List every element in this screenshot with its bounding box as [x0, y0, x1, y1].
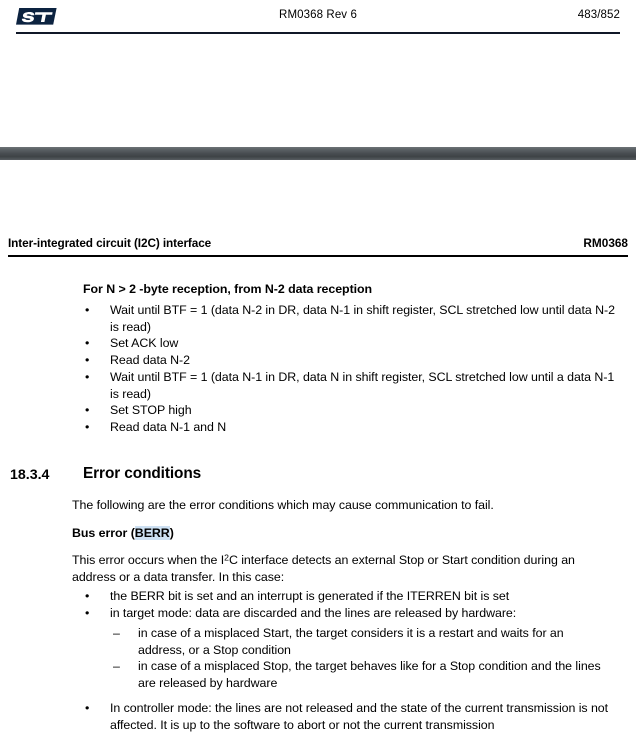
bus-error-label-post: ) — [169, 526, 174, 540]
bullet-glyph-icon: • — [85, 353, 90, 367]
section-title: Inter-integrated circuit (I2C) interface — [8, 236, 212, 250]
bullet-glyph-icon: • — [85, 701, 90, 715]
header-document-title: RM0368 Rev 6 — [279, 9, 357, 21]
dash-glyph-icon: – — [113, 659, 120, 673]
bullet-item — [85, 335, 615, 352]
bullet-text: Wait until BTF = 1 (data N-2 in DR, data N-1 in shift register, SCL stretched low until data N-2 is read) — [110, 303, 615, 334]
sub-bullet-text: in case of a misplaced Stop, the target behaves like for a Stop condition and the lines are released by hardware — [138, 659, 601, 690]
grey-separator-band — [0, 147, 636, 160]
sub-bullet-item — [113, 658, 616, 691]
header-page-number: 483/852 — [577, 9, 620, 21]
bus-error-paragraph — [72, 552, 620, 585]
berr-highlight-selection[interactable]: BERR — [134, 526, 170, 540]
subheading-n-byte-reception: For N > 2 -byte reception, from N-2 data reception — [83, 282, 373, 296]
bullet-text: the BERR bit is set and an interrupt is generated if the ITERREN bit is set — [110, 589, 510, 603]
bullet-text: Set ACK low — [110, 336, 179, 350]
header-rule — [16, 32, 620, 34]
bullet-item — [85, 402, 615, 419]
bullet-glyph-icon: • — [85, 336, 90, 350]
bullet-text: In controller mode: the lines are not released and the state of the current transmission is not affected. It is up to the software to abort or not the current transmission — [110, 701, 609, 732]
bus-error-para-pre: This error occurs when the I — [72, 553, 225, 567]
sub-bullet-item — [113, 625, 613, 658]
bullet-item — [85, 302, 615, 335]
heading-title-error-conditions: Error conditions — [83, 465, 202, 482]
bullet-item — [85, 369, 617, 402]
bullet-item — [85, 352, 615, 369]
bullet-text: Read data N-1 and N — [110, 420, 227, 434]
bus-error-label-pre: Bus error ( — [72, 526, 135, 540]
bus-error-para-post: C interface detects an external Stop or Start condition during an address or a data transfer. In this case: — [72, 553, 575, 584]
bullet-item — [85, 605, 615, 622]
bullet-item — [85, 700, 617, 733]
intro-paragraph: The following are the error conditions which may cause communication to fail. — [72, 498, 494, 512]
section-rule — [8, 255, 628, 257]
bullet-glyph-icon: • — [85, 403, 90, 417]
subheading-bus-error — [72, 526, 174, 540]
dash-glyph-icon: – — [113, 626, 120, 640]
bullet-glyph-icon: • — [85, 420, 90, 434]
bullet-glyph-icon: • — [85, 606, 90, 620]
i2c-superscript: 2 — [224, 552, 229, 563]
bullet-glyph-icon: • — [85, 589, 90, 603]
page-header — [0, 0, 636, 34]
bullet-item — [85, 588, 615, 605]
bullet-text: Wait until BTF = 1 (data N-1 in DR, data N in shift register, SCL stretched low until a data N-1 is read) — [110, 370, 615, 401]
bullet-text: Read data N-2 — [110, 353, 190, 367]
bullet-text: Set STOP high — [110, 403, 192, 417]
section-doc-id: RM0368 — [583, 236, 628, 250]
bullet-glyph-icon: • — [85, 303, 90, 317]
bullet-glyph-icon: • — [85, 370, 90, 384]
bullet-item — [85, 419, 615, 436]
heading-number: 18.3.4 — [10, 467, 50, 483]
sub-bullet-text: in case of a misplaced Start, the target considers it is a restart and waits for an address, or a Stop condition — [138, 626, 564, 657]
bullet-text: in target mode: data are discarded and the lines are released by hardware: — [110, 606, 517, 620]
